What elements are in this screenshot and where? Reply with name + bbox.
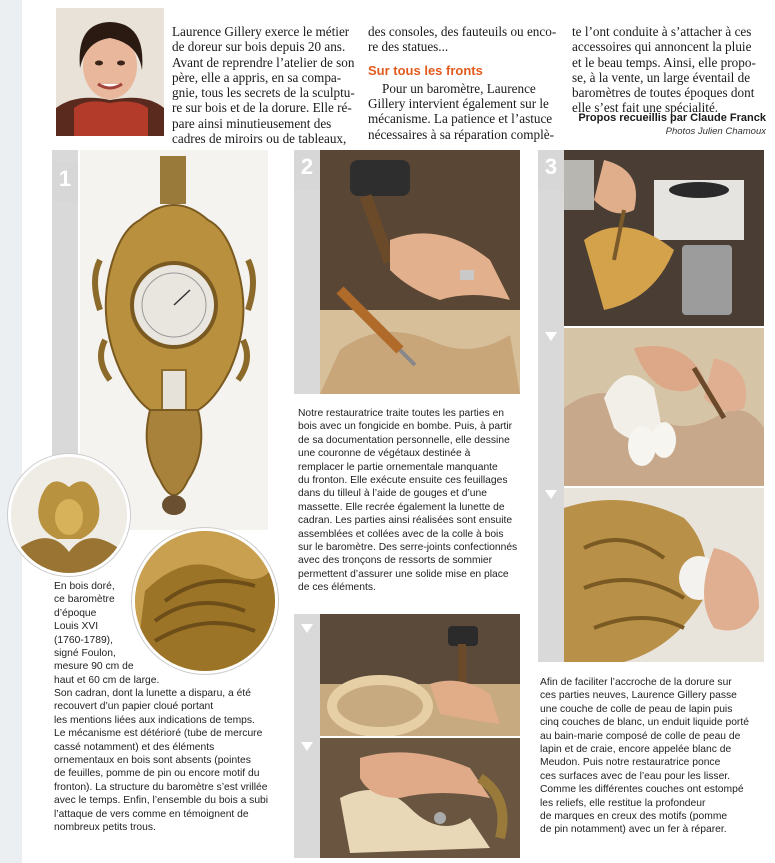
intro-line: nécessaires à sa réparation complè- xyxy=(368,126,554,142)
bezel-photo xyxy=(320,614,520,736)
caption-line: de pin notamment) avec un fer à réparer. xyxy=(540,824,727,836)
caption-line: assemblées et collées avec de la colle à bois xyxy=(298,528,504,540)
intro-line: se, à la vente, un large éventail de xyxy=(572,69,751,85)
caption-line: mesure 90 cm de xyxy=(54,661,134,673)
whitening-photo xyxy=(564,328,764,486)
caption-line: cassé notamment) et des éléments xyxy=(54,741,215,753)
caption-line: Afin de faciliter l’accroche de la dorure sur xyxy=(540,677,732,688)
intro-line: re des statues... xyxy=(368,39,449,55)
caption-line: massette. Elle recrée également la lunette de xyxy=(298,501,505,513)
photo-credit: Photos Julien Chamoux xyxy=(665,126,766,137)
intro-line: re sur bois et de la dorure. Elle ré- xyxy=(172,100,352,116)
intro-line: gnie, tous les secrets de la sculptu- xyxy=(172,85,355,101)
intro-line: des consoles, des fauteuils ou enco- xyxy=(368,24,557,39)
caption-line: permettent d’assurer une solide mise en place xyxy=(298,568,509,580)
intro-line: Laurence Gillery exerce le métier xyxy=(172,24,350,39)
gilding-glue-photo xyxy=(564,150,764,326)
arrow-down-icon xyxy=(545,490,557,499)
portrait-photo xyxy=(56,8,164,136)
caption-line: de feuilles, pomme de pin ou encore motif du xyxy=(54,768,260,780)
caption-line: nombreux petits trous. xyxy=(54,822,156,834)
caption-line: Son cadran, dont la lunette a disparu, a été xyxy=(54,688,251,699)
caption-line: Meudon. Puis notre restauratrice ponce xyxy=(540,757,721,769)
caption-line: Louis XVI xyxy=(54,621,99,633)
caption-line: d’époque xyxy=(54,607,97,619)
intro-line: te l’ont conduite à s’attacher à ces xyxy=(572,24,752,39)
step3-number: 3 xyxy=(538,150,564,190)
intro-line: père, elle a appris, en sa compa- xyxy=(172,69,342,85)
caption-line: une couche de colle de peau de lapin puis xyxy=(540,703,733,715)
step3-caption xyxy=(540,676,772,837)
intro-line: de doreur sur bois depuis 20 ans. xyxy=(172,39,346,55)
intro-line: elle s’est fait une spécialité. xyxy=(572,100,719,116)
detail-circle-finial xyxy=(8,454,130,576)
caption-line: lapin et de craie, encore appelée blanc de xyxy=(540,744,732,756)
step3-side-bar xyxy=(538,150,564,662)
page-margin-bar xyxy=(0,0,22,863)
caption-line: de ces éléments. xyxy=(298,582,376,594)
intro-line: cadres de miroirs ou de tableaux, xyxy=(172,131,347,147)
sanding-photo xyxy=(564,488,764,662)
caption-line: remplacer le partie ornementale manquante xyxy=(298,461,498,473)
intro-column-2 xyxy=(368,24,558,142)
caption-line: haut et 60 cm de large. xyxy=(54,674,160,686)
arrow-down-icon xyxy=(545,332,557,341)
caption-line: sur le baromètre. Des serre-joints confectionnés xyxy=(298,542,518,554)
intro-line: pare ainsi minutieusement des xyxy=(172,115,332,131)
caption-line: avec le temps. Enfin, l’ensemble du bois a subi xyxy=(54,795,269,807)
caption-line: ces parties neuves, Laurence Gillery passe xyxy=(540,690,737,702)
caption-line: cinq couches de blanc, un enduit liquide porté xyxy=(540,717,749,729)
step1-caption-narrow xyxy=(54,580,174,687)
caption-line: avec des tronçons de ressorts de sommier xyxy=(298,555,493,567)
caption-line: cadran. Les parties ainsi réalisées sont ensuite xyxy=(298,515,513,527)
step1-caption-wide xyxy=(54,687,286,834)
caption-line: ces surfaces avec de l’eau pour les lisser. xyxy=(540,770,731,782)
caption-line: signé Foulon, xyxy=(54,648,116,660)
caption-line: l’attaque de vers comme en témoignent de xyxy=(54,808,249,820)
intro-line: accessoires qui annoncent la pluie xyxy=(572,39,752,55)
caption-line: Le mécanisme est détérioré (tube de mercure xyxy=(54,728,263,740)
section-subhead: Sur tous les fronts xyxy=(368,62,483,78)
intro-line: Avant de reprendre l’atelier de son xyxy=(172,54,355,70)
caption-line: les reliefs, elle restitue la profondeur xyxy=(540,797,706,809)
intro-line: Gillery intervient également sur le xyxy=(368,96,549,112)
carving-photo xyxy=(320,150,520,394)
clamp-photo xyxy=(320,738,520,858)
intro-column-3 xyxy=(572,24,768,116)
caption-line: (1760-1789), xyxy=(54,634,113,646)
step2-number: 2 xyxy=(294,150,320,190)
caption-line: au bain-marie composé de colle de peau de xyxy=(540,730,741,742)
caption-line: Comme les différentes couches ont estompé xyxy=(540,784,744,796)
caption-line: recouvert d’un papier cloué portant xyxy=(54,701,214,713)
arrow-down-icon xyxy=(301,624,313,633)
step2b-side-bar xyxy=(294,614,320,858)
caption-line: de sa documentation personnelle, elle dessine xyxy=(298,434,510,446)
step1-number: 1 xyxy=(52,162,78,202)
intro-column-1 xyxy=(172,24,358,146)
intro-line: baromètres de toutes époques dont xyxy=(572,85,755,101)
byline: Propos recueillis par Claude Franck xyxy=(578,112,766,124)
caption-line: de marques en creux des motifs (pomme xyxy=(540,811,728,823)
caption-line: dans du tilleul à l’aide de gouges et d’une xyxy=(298,488,487,500)
caption-line: bois avec un fongicide en bombe. Puis, à partir xyxy=(298,421,513,433)
caption-line: fronton). La structure du baromètre s’est vrillée xyxy=(54,781,268,793)
caption-line: du fronton. Elle exécute ensuite ces feuillages xyxy=(298,475,508,487)
caption-line: les mentions liées aux indications de temps. xyxy=(54,714,255,726)
caption-line: En bois doré, xyxy=(54,581,115,592)
caption-line: une couronne de végétaux destinée à xyxy=(298,448,471,460)
intro-line: mécanisme. La patience et l’astuce xyxy=(368,111,553,127)
caption-line: ce baromètre xyxy=(54,594,115,606)
step2-caption xyxy=(298,407,522,595)
intro-line: Pour un baromètre, Laurence xyxy=(382,80,536,96)
intro-line: et le beau temps. Ainsi, elle propo- xyxy=(572,54,756,70)
arrow-down-icon xyxy=(301,742,313,751)
caption-line: Notre restauratrice traite toutes les parties en xyxy=(298,408,505,419)
caption-line: ornementaux en bois sont absents (pointes xyxy=(54,755,251,767)
